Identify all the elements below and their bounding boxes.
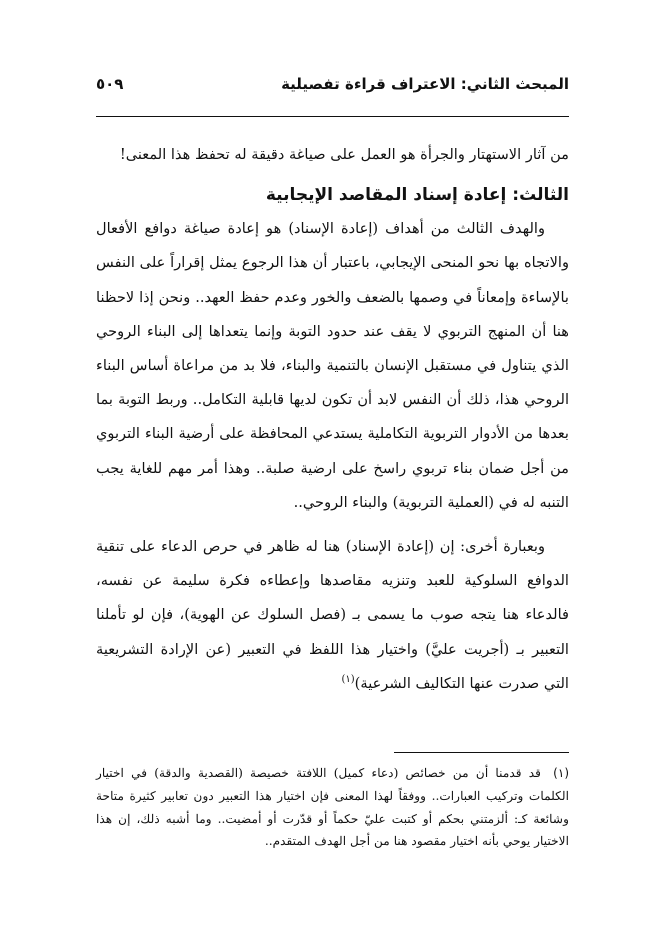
page-number: ٥٠٩ — [96, 75, 124, 93]
footnotes — [96, 762, 569, 853]
running-header — [96, 74, 569, 98]
main-text — [96, 138, 569, 701]
footnote-text: قد قدمنا أن من خصائص (دعاء كميل) اللافتة خصيصة (القصدية والدقة) في اختيار الكلمات وتركيب العبارات.. ووفقاً لهذا المعنى فإن اختيار هذا التعبير دون تعابير كثيرة متاحة وشائعة كـ: ألزمتني بحكم أو كتبت عليّ حكماً أو قدّرت أو أمضيت.. وما أشبه ذلك، إن هذا الاختيار يوحي بأنه اختيار مقصود هنا من أجل الهدف المتقدم.. — [96, 766, 569, 849]
intro-paragraph: من آثار الاستهتار والجرأة هو العمل على صياغة دقيقة له تحفظ هذا المعنى! — [119, 146, 569, 163]
footnote-item — [96, 762, 569, 853]
paragraph-1: والهدف الثالث من أهداف (إعادة الإسناد) هو إعادة صياغة دوافع الأفعال والاتجاه بها نحو المنحى الإيجابي، باعتبار أن هذا الرجوع يمثل إقراراً على النفس بالإساءة وإمعاناً في وصمها بالضعف والخور وعدم حفظ العهد.. ونحن إذا لاحظنا هنا أن المنهج التربوي لا يقف عند حدود التوبة وإنما يتعداها إلى البناء الروحي الذي يتناول في مستقبل الإنسان بالتنمية والبناء، فلا بد من مراعاة أساس البناء الروحي هذا، ذلك أن النفس لابد أن تكون لديها قابلية التكامل.. وربط التوبة بما بعدها من الأدوار التربوية التكاملية يستدعي المحافظة على أرضية البناء التربوي من أجل ضمان بناء تربوي راسخ على ارضية صلبة.. وهذا أمر مهم للغاية يجب التنبه له في (العملية التربوية) والبناء الروحي.. — [96, 220, 569, 511]
paragraph-2-text: وبعبارة أخرى: إن (إعادة الإسناد) هنا له ظاهر في حرص الدعاء على تنقية الدوافع السلوكية للعبد وتنزيه مقاصدها وإعطاءه فكرة سليمة عن نفسه، فالدعاء هنا يتجه صوب ما يسمى بـ (فصل السلوك عن الهوية)، فإن لو تأملنا التعبير بـ (أجريت عليَّ) واختيار هذا اللفظ في التعبير (عن الإرادة التشريعية التي صدرت عنها التكاليف الشرعية) — [96, 538, 569, 692]
section-heading: الثالث: إعادة إسناد المقاصد الإيجابية — [265, 185, 569, 206]
header-title: المبحث الثاني: الاعتراف قراءة تفصيلية — [281, 75, 569, 93]
footnote-number: (١) — [553, 766, 569, 780]
paragraph-gap — [96, 520, 569, 530]
footnote-divider — [394, 752, 569, 753]
paragraph-2 — [96, 530, 569, 701]
footnote-reference[interactable]: (١) — [341, 673, 355, 685]
header-divider — [96, 116, 569, 117]
